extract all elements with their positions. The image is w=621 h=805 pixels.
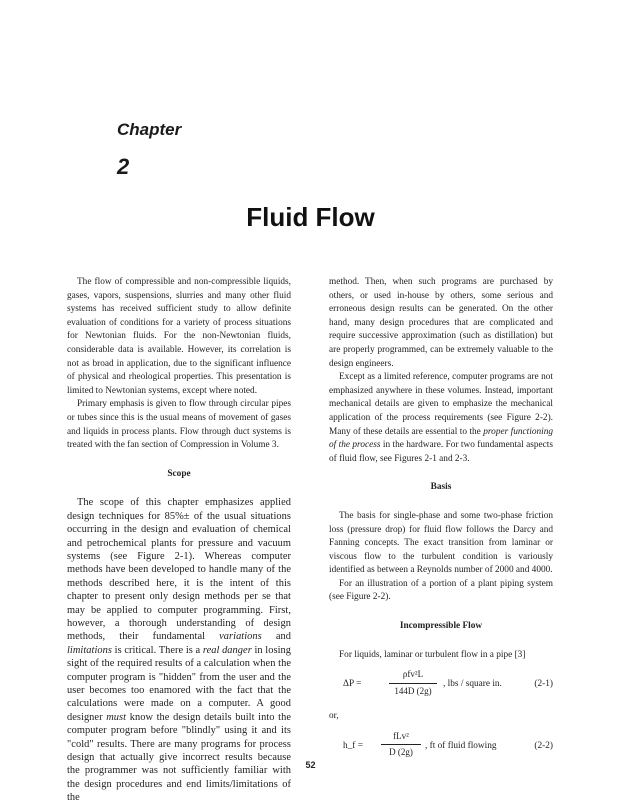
fraction-bar — [389, 683, 437, 684]
continuation-paragraph-1: method. Then, when such programs are purchased by others, or used in-house by others, some serious and erroneous design results can be generated. On the other hand, many design procedures that are complicated and require successive approximation (such as distillation) but are properly programmed, can be extremely valuable to the design engineers. — [329, 277, 553, 369]
right-column — [329, 276, 553, 772]
left-column — [67, 276, 291, 805]
equation-fraction — [379, 730, 423, 760]
basis-paragraph-2: For an illustration of a portion of a plant piping system (see Figure 2-2). — [329, 578, 553, 603]
continuation-emphasis: proper functioning of the process — [329, 426, 553, 451]
scope-emphasis-variations: variations — [219, 631, 262, 643]
continuation-text-a: Except as a limited reference, computer programs are not emphasized anywhere in these volumes. Instead, important mechanical details are given to emphasize the mechanical application of the process requirements (see Figure 2-2). Many of these details are essential to the — [329, 372, 553, 437]
scope-emphasis-must: must — [106, 711, 127, 723]
equation-denominator: 144D (2g) — [394, 685, 432, 696]
equation-fraction — [387, 668, 439, 698]
scope-emphasis-limitations: limitations — [67, 644, 113, 656]
scope-text-d: in losing sight of the required results of a calculation when the computer program is "hidden" from the user and the user becomes too enamored with the fact that the calculations were made on a computer. A good designer — [67, 644, 292, 723]
continuation-text-b: in the hardware. For two fundamental aspects of fluid flow, see Figures 2-1 and 2-3. — [329, 440, 553, 464]
equation-units: , lbs / square in. — [443, 679, 502, 690]
equation-number: (2-2) — [534, 740, 553, 751]
equation-number: (2-1) — [534, 679, 553, 690]
chapter-title: Fluid Flow — [246, 202, 375, 232]
basis-heading: Basis — [430, 482, 452, 493]
continuation-paragraph-2 — [329, 371, 553, 466]
basis-paragraph-1: The basis for single-phase and some two-phase friction loss (pressure drop) for fluid flow follows the Darcy and Fanning concepts. The exact transition from laminar or viscous flow to the turbulent condition is variously identified as between a Reynolds number of 2000 and 4000. — [329, 510, 553, 576]
page-number: 52 — [305, 760, 316, 770]
intro-paragraph-2: Primary emphasis is given to flow through circular pipes or tubes since this is the usual means of movement of gases and liquids in process plants. Flow through duct systems is treated with the fan section of Compression in Volume 3. — [67, 399, 291, 451]
scope-heading: Scope — [167, 468, 191, 479]
incompressible-flow-heading: Incompressible Flow — [399, 621, 483, 632]
equation-2-1 — [329, 668, 553, 704]
equation-numerator: fLv² — [393, 730, 409, 741]
scope-paragraph — [67, 496, 291, 804]
scope-text-e: know the design details built into the computer program before "blindly" using it and its "cold" results. There are many programs for process design that actually give incorrect results because the programmer was not sufficiently familiar with the design procedures and end limits/limitations of the — [67, 711, 292, 804]
chapter-label: Chapter — [117, 120, 182, 139]
equation-denominator: D (2g) — [389, 747, 413, 758]
equation-numerator: ρfv²L — [402, 669, 424, 680]
fraction-bar — [381, 744, 421, 745]
equation-lhs: h_f = — [343, 740, 363, 751]
chapter-number: 2 — [117, 154, 130, 179]
scope-text-c: is critical. There is a — [112, 644, 203, 656]
intro-paragraph-1: The flow of compressible and non-compressible liquids, gases, vapors, suspensions, slurries and many other fluid systems has received sufficient study to allow definite evaluation of conditions for a variety of process situations for Newtonian fluids. For the non-Newtonian fluids, considerable data is available. However, its correlation is not as broad in application, due to the significant influence of physical and rheological properties. This presentation is limited to Newtonian systems, except where noted. — [67, 277, 291, 396]
scope-text-b: and — [261, 631, 291, 643]
equation-units: , ft of fluid flowing — [425, 740, 497, 751]
or-text: or, — [329, 711, 339, 722]
equation-lhs: ΔP = — [343, 679, 362, 690]
incompressible-paragraph: For liquids, laminar or turbulent flow in a pipe [3] — [339, 649, 526, 660]
scope-text-a: The scope of this chapter emphasizes applied design techniques for 85%± of the usual situations occurring in the design and evaluation of chemical and petrochemical plants for pressure and vacuum systems (see Figure 2-1). Whereas computer methods have been developed to handle many of the methods described here, it is the intent of this chapter to present only design methods per se that may be applied to computer programming. First, however, a thorough understanding of design methods, their fundamental — [67, 497, 291, 643]
scope-emphasis-real-danger: real danger — [202, 644, 252, 656]
